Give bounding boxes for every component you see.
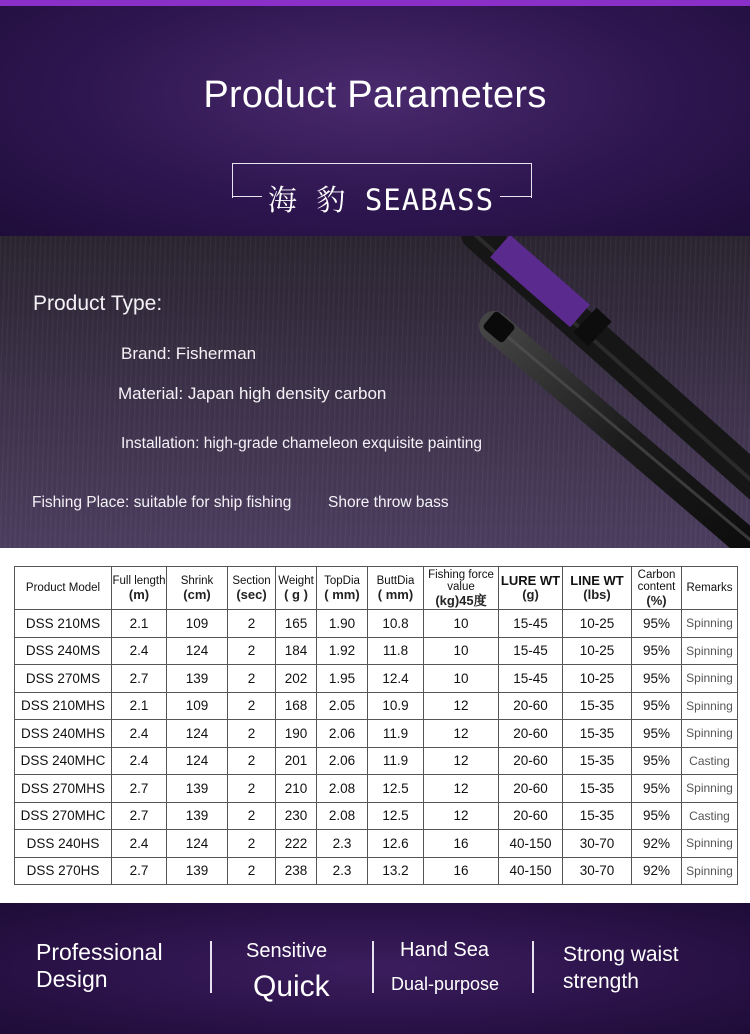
header-butt-dia — [368, 567, 424, 610]
cell-lure-wt: 20-60 — [499, 747, 563, 775]
header-carbon-content — [632, 567, 682, 610]
header-unit: (%) — [646, 593, 667, 608]
cell-model: DSS 210MHS — [15, 692, 112, 720]
table-row — [15, 692, 738, 720]
feature-divider — [210, 941, 212, 993]
cell-remarks: Spinning — [682, 775, 738, 803]
cell-section: 2 — [228, 747, 276, 775]
cell-fishing-force: 12 — [424, 775, 499, 803]
feature-professional: Professional — [36, 939, 163, 965]
cell-line-wt: 15-35 — [563, 720, 632, 748]
header-label: Weight — [278, 575, 314, 587]
feature-strength: strength — [563, 970, 639, 993]
header-remarks — [682, 567, 738, 610]
cell-shrink: 124 — [167, 747, 228, 775]
cell-butt-dia: 11.9 — [368, 747, 424, 775]
feature-divider — [372, 941, 374, 993]
cell-weight: 210 — [276, 775, 317, 803]
installation-text: Installation: high-grade chameleon exquisite painting — [121, 435, 483, 452]
cell-full-length: 2.7 — [112, 857, 167, 885]
cell-carbon: 95% — [632, 665, 682, 693]
feature-hand-sea: Hand Sea — [400, 939, 489, 961]
cell-fishing-force: 12 — [424, 747, 499, 775]
cell-line-wt: 10-25 — [563, 610, 632, 638]
shore-throw-text: Shore throw bass — [328, 494, 449, 511]
cell-line-wt: 15-35 — [563, 692, 632, 720]
material-text: Material: Japan high density carbon — [118, 384, 387, 403]
cell-lure-wt: 15-45 — [499, 637, 563, 665]
feature-dual-purpose: Dual-purpose — [391, 974, 500, 994]
cell-section: 2 — [228, 802, 276, 830]
cell-top-dia: 2.3 — [317, 830, 368, 858]
header-lure-wt — [499, 567, 563, 610]
table-row — [15, 665, 738, 693]
header-banner — [0, 0, 750, 236]
cell-remarks: Spinning — [682, 665, 738, 693]
subtitle-frame-right — [500, 196, 532, 197]
cell-lure-wt: 15-45 — [499, 665, 563, 693]
cell-carbon: 95% — [632, 802, 682, 830]
feature-quick: Quick — [253, 970, 330, 1003]
cell-full-length: 2.7 — [112, 802, 167, 830]
cell-full-length: 2.4 — [112, 720, 167, 748]
table-row — [15, 830, 738, 858]
cell-weight: 202 — [276, 665, 317, 693]
cell-carbon: 92% — [632, 857, 682, 885]
table-row — [15, 610, 738, 638]
header-unit: (lbs) — [583, 587, 611, 602]
cell-top-dia: 2.3 — [317, 857, 368, 885]
cell-line-wt: 10-25 — [563, 665, 632, 693]
table-row — [15, 857, 738, 885]
header-label: ButtDia — [376, 575, 415, 587]
cell-full-length: 2.7 — [112, 665, 167, 693]
cell-lure-wt: 20-60 — [499, 692, 563, 720]
header-fishing-force — [424, 567, 499, 610]
cell-shrink: 124 — [167, 720, 228, 748]
cell-model: DSS 240MHC — [15, 747, 112, 775]
header-label: Full length — [112, 575, 166, 587]
cell-lure-wt: 40-150 — [499, 830, 563, 858]
cell-weight: 230 — [276, 802, 317, 830]
cell-lure-wt: 40-150 — [499, 857, 563, 885]
cell-top-dia: 2.08 — [317, 802, 368, 830]
cell-carbon: 95% — [632, 692, 682, 720]
cell-fishing-force: 16 — [424, 857, 499, 885]
header-label: Product Model — [25, 582, 101, 594]
cell-fishing-force: 12 — [424, 802, 499, 830]
header-full-length — [112, 567, 167, 610]
table-row — [15, 775, 738, 803]
product-type-heading: Product Type: — [33, 292, 163, 315]
cell-weight: 165 — [276, 610, 317, 638]
cell-weight: 201 — [276, 747, 317, 775]
header-unit: ( g ) — [284, 587, 308, 602]
cell-butt-dia: 11.9 — [368, 720, 424, 748]
header-shrink — [167, 567, 228, 610]
cell-fishing-force: 10 — [424, 665, 499, 693]
cell-butt-dia: 12.5 — [368, 775, 424, 803]
cell-model: DSS 240MHS — [15, 720, 112, 748]
cell-section: 2 — [228, 665, 276, 693]
cell-fishing-force: 10 — [424, 610, 499, 638]
fishing-place-text: Fishing Place: suitable for ship fishing — [32, 494, 292, 511]
header-product-model — [15, 567, 112, 610]
cell-line-wt: 30-70 — [563, 830, 632, 858]
cell-shrink: 124 — [167, 830, 228, 858]
cell-lure-wt: 20-60 — [499, 775, 563, 803]
cell-fishing-force: 16 — [424, 830, 499, 858]
feature-strong-waist: Strong waist — [563, 943, 679, 966]
header-top-dia — [317, 567, 368, 610]
table-row — [15, 802, 738, 830]
cell-weight: 222 — [276, 830, 317, 858]
cell-carbon: 95% — [632, 637, 682, 665]
cell-top-dia: 2.05 — [317, 692, 368, 720]
header-label: LURE WT — [500, 573, 561, 588]
cell-section: 2 — [228, 775, 276, 803]
cell-weight: 238 — [276, 857, 317, 885]
cell-weight: 184 — [276, 637, 317, 665]
series-subtitle: 海 豹 SEABASS — [267, 183, 495, 217]
cell-shrink: 124 — [167, 637, 228, 665]
header-label: Remarks — [686, 582, 733, 594]
cell-shrink: 109 — [167, 610, 228, 638]
cell-butt-dia: 12.4 — [368, 665, 424, 693]
cell-full-length: 2.7 — [112, 775, 167, 803]
cell-section: 2 — [228, 637, 276, 665]
header-label: Fishing force value — [428, 569, 494, 593]
cell-line-wt: 15-35 — [563, 802, 632, 830]
header-section — [228, 567, 276, 610]
cell-remarks: Spinning — [682, 857, 738, 885]
cell-shrink: 139 — [167, 857, 228, 885]
cell-section: 2 — [228, 720, 276, 748]
cell-line-wt: 15-35 — [563, 775, 632, 803]
table-header-row — [15, 567, 738, 610]
cell-model: DSS 270MS — [15, 665, 112, 693]
cell-carbon: 92% — [632, 830, 682, 858]
subtitle-frame-left — [232, 196, 262, 197]
cell-model: DSS 270MHC — [15, 802, 112, 830]
cell-top-dia: 2.06 — [317, 720, 368, 748]
cell-remarks: Casting — [682, 802, 738, 830]
brand-text: Brand: Fisherman — [121, 344, 257, 363]
cell-shrink: 139 — [167, 802, 228, 830]
header-label: Shrink — [180, 575, 214, 587]
features-banner — [0, 903, 750, 1034]
cell-model: DSS 270HS — [15, 857, 112, 885]
cell-full-length: 2.4 — [112, 637, 167, 665]
product-type-section — [0, 236, 750, 548]
cell-lure-wt: 20-60 — [499, 802, 563, 830]
header-line-wt — [563, 567, 632, 610]
cell-top-dia: 2.06 — [317, 747, 368, 775]
cell-butt-dia: 12.6 — [368, 830, 424, 858]
accent-line — [0, 0, 750, 6]
cell-butt-dia: 11.8 — [368, 637, 424, 665]
cell-full-length: 2.4 — [112, 830, 167, 858]
cell-shrink: 109 — [167, 692, 228, 720]
cell-top-dia: 1.92 — [317, 637, 368, 665]
cell-carbon: 95% — [632, 775, 682, 803]
cell-carbon: 95% — [632, 720, 682, 748]
header-unit: (kg)45度 — [435, 593, 487, 608]
cell-remarks: Spinning — [682, 692, 738, 720]
cell-remarks: Spinning — [682, 637, 738, 665]
header-unit: ( mm) — [377, 587, 414, 602]
cell-full-length: 2.4 — [112, 747, 167, 775]
cell-fishing-force: 10 — [424, 637, 499, 665]
cell-section: 2 — [228, 830, 276, 858]
cell-line-wt: 10-25 — [563, 637, 632, 665]
feature-design: Design — [36, 966, 108, 992]
feature-divider — [532, 941, 534, 993]
cell-section: 2 — [228, 857, 276, 885]
cell-top-dia: 1.95 — [317, 665, 368, 693]
header-unit: ( mm) — [324, 587, 360, 602]
header-label: Section — [232, 575, 271, 587]
cell-line-wt: 30-70 — [563, 857, 632, 885]
table-row — [15, 747, 738, 775]
cell-model: DSS 240MS — [15, 637, 112, 665]
feature-sensitive: Sensitive — [246, 940, 328, 962]
cell-fishing-force: 12 — [424, 692, 499, 720]
cell-remarks: Spinning — [682, 830, 738, 858]
cell-shrink: 139 — [167, 775, 228, 803]
cell-weight: 168 — [276, 692, 317, 720]
header-unit: (m) — [128, 587, 150, 602]
header-label: TopDia — [324, 575, 360, 587]
cell-model: DSS 210MS — [15, 610, 112, 638]
header-weight — [276, 567, 317, 610]
header-label: Carbon content — [637, 569, 676, 593]
header-unit: (g) — [522, 587, 539, 602]
cell-section: 2 — [228, 692, 276, 720]
cell-remarks: Spinning — [682, 610, 738, 638]
cell-top-dia: 1.90 — [317, 610, 368, 638]
cell-model: DSS 240HS — [15, 830, 112, 858]
cell-line-wt: 15-35 — [563, 747, 632, 775]
cell-full-length: 2.1 — [112, 692, 167, 720]
cell-butt-dia: 13.2 — [368, 857, 424, 885]
header-unit: (sec) — [236, 587, 267, 602]
cell-fishing-force: 12 — [424, 720, 499, 748]
cell-top-dia: 2.08 — [317, 775, 368, 803]
cell-remarks: Spinning — [682, 720, 738, 748]
cell-lure-wt: 15-45 — [499, 610, 563, 638]
cell-butt-dia: 12.5 — [368, 802, 424, 830]
spec-table — [14, 566, 738, 885]
cell-weight: 190 — [276, 720, 317, 748]
cell-section: 2 — [228, 610, 276, 638]
cell-carbon: 95% — [632, 747, 682, 775]
header-label: LINE WT — [570, 573, 624, 588]
cell-carbon: 95% — [632, 610, 682, 638]
page-title: Product Parameters — [203, 74, 547, 116]
header-unit: (cm) — [183, 587, 211, 602]
table-row — [15, 720, 738, 748]
cell-model: DSS 270MHS — [15, 775, 112, 803]
table-row — [15, 637, 738, 665]
cell-shrink: 139 — [167, 665, 228, 693]
cell-butt-dia: 10.8 — [368, 610, 424, 638]
cell-remarks: Casting — [682, 747, 738, 775]
cell-full-length: 2.1 — [112, 610, 167, 638]
cell-butt-dia: 10.9 — [368, 692, 424, 720]
cell-lure-wt: 20-60 — [499, 720, 563, 748]
